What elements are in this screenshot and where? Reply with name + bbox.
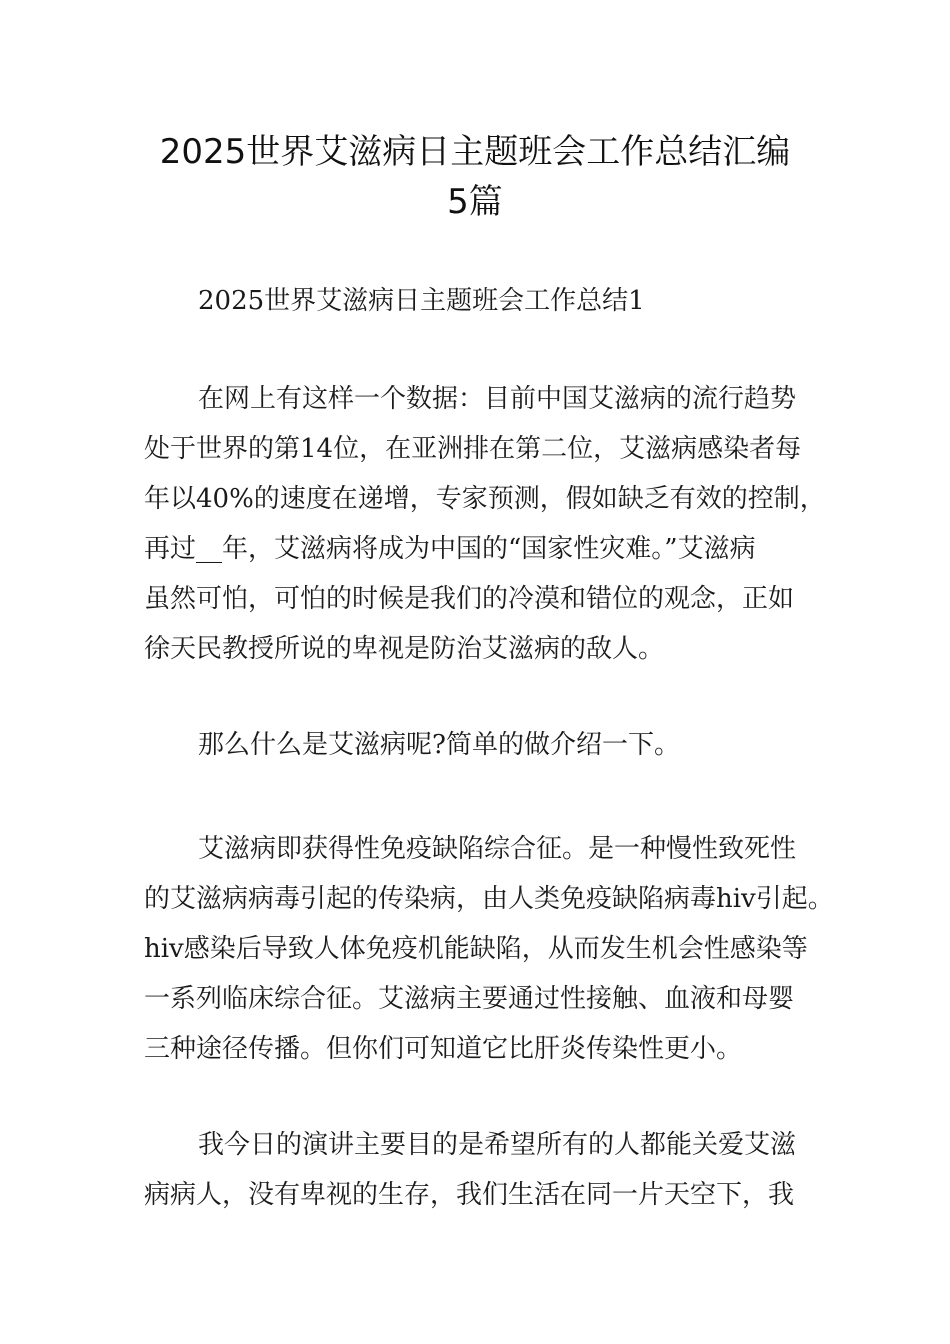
- paragraph-1: [144, 374, 824, 674]
- paragraph-line: hiv感染后导致人体免疫机能缺陷，从而发生机会性感染等: [144, 934, 808, 964]
- paragraph-line: 三种途径传播。但你们可知道它比肝炎传染性更小。: [144, 1034, 743, 1064]
- paragraph-line: 病病人，没有卑视的生存，我们生活在同一片天空下，我: [144, 1180, 795, 1210]
- document-title-line-1: 2025世界艾滋病日主题班会工作总结汇编: [159, 132, 791, 172]
- paragraph-line: 虽然可怕，可怕的时候是我们的冷漠和错位的观念，正如: [144, 584, 795, 614]
- paragraph-line: 那么什么是艾滋病呢?简单的做介绍一下。: [198, 730, 680, 760]
- paragraph-line: 处于世界的第14位，在亚洲排在第二位，艾滋病感染者每: [144, 434, 802, 464]
- paragraph-line: 在网上有这样一个数据：目前中国艾滋病的流行趋势: [198, 384, 797, 414]
- paragraph-line: 艾滋病即获得性免疫缺陷综合征。是一种慢性致死性: [198, 834, 797, 864]
- paragraph-2: [144, 720, 824, 770]
- paragraph-line: 我今日的演讲主要目的是希望所有的人都能关爱艾滋: [198, 1130, 797, 1160]
- section-heading-text: 2025世界艾滋病日主题班会工作总结1: [198, 286, 645, 316]
- document-title-line-2: 5篇: [447, 182, 503, 222]
- paragraph-4: [144, 1120, 824, 1220]
- paragraph-3: [144, 824, 834, 1074]
- paragraph-line: 年以40%的速度在递增，专家预测，假如缺乏有效的控制，: [144, 484, 826, 514]
- section-heading: [144, 276, 824, 326]
- paragraph-line: 徐天民教授所说的卑视是防治艾滋病的敌人。: [144, 634, 665, 664]
- paragraph-line: 再过__年，艾滋病将成为中国的“国家性灾难。”艾滋病: [144, 534, 756, 564]
- paragraph-line: 的艾滋病病毒引起的传染病，由人类免疫缺陷病毒hiv引起。: [144, 884, 834, 914]
- paragraph-line: 一系列临床综合征。艾滋病主要通过性接触、血液和母婴: [144, 984, 795, 1014]
